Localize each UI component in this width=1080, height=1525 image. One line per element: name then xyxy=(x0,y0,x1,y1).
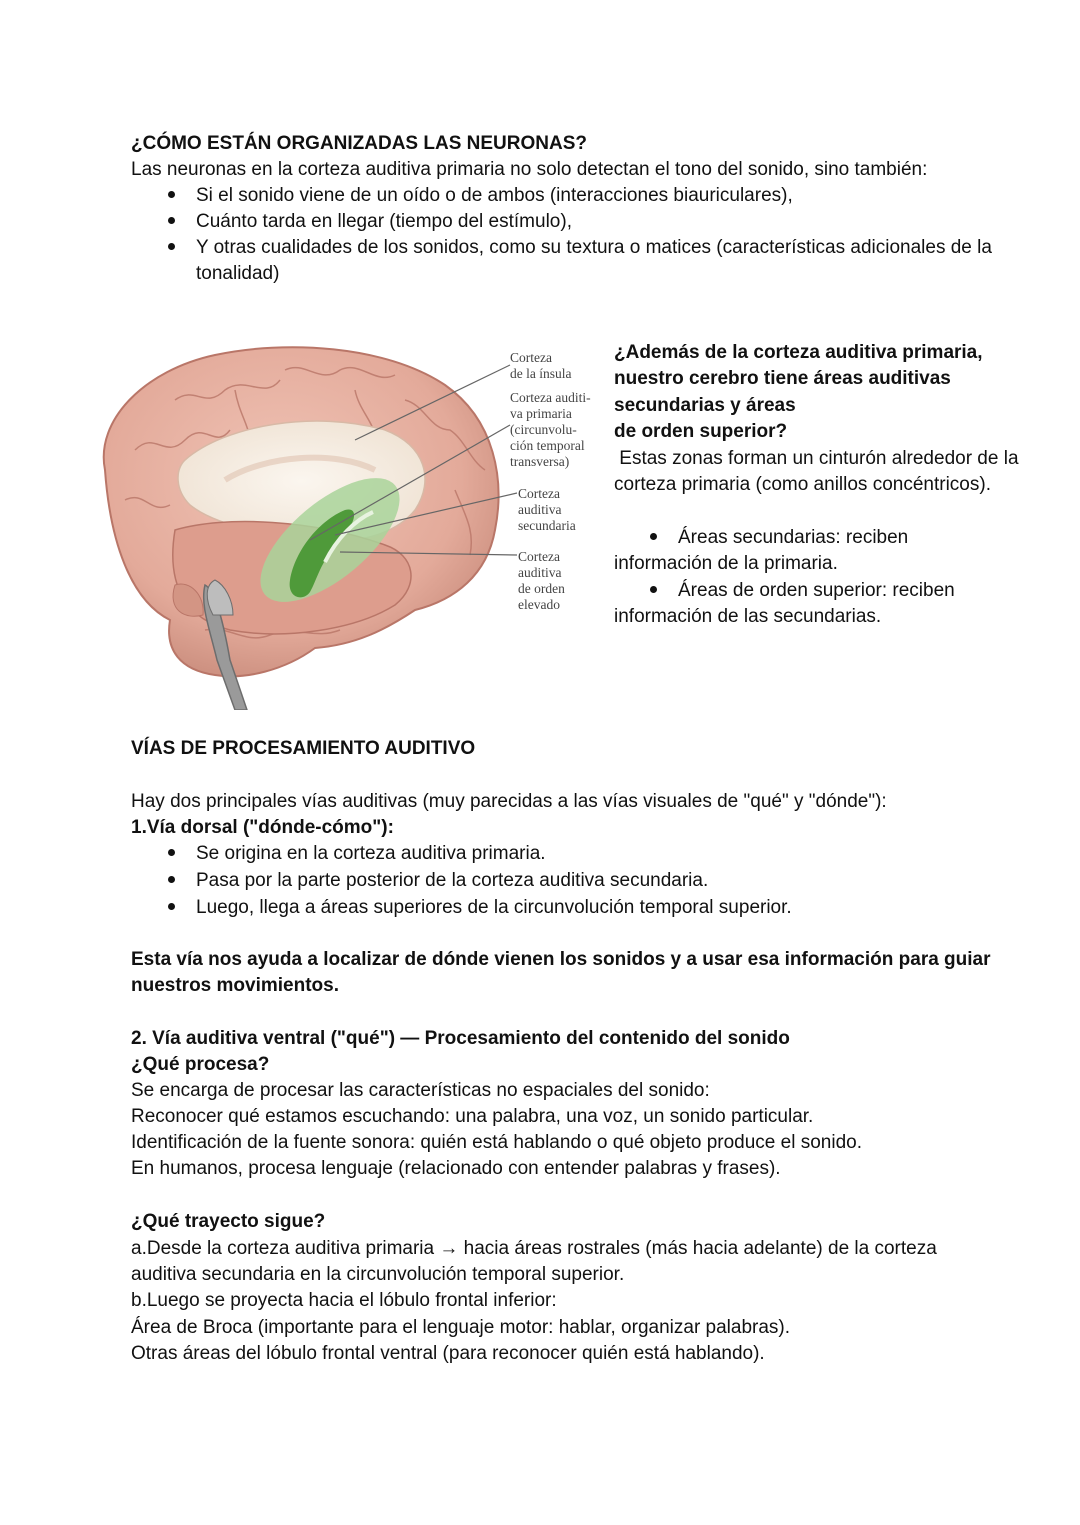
label-insula: Corteza de la ínsula xyxy=(510,350,572,381)
list-item: Y otras cualidades de los sonidos, como su textura o matices (características adicionales de la xyxy=(196,237,992,258)
list-item: Si el sonido viene de un oído o de ambos (interacciones biauriculares), xyxy=(196,185,793,206)
path-title: ¿Qué trayecto sigue? xyxy=(131,1211,326,1232)
section-intro: Hay dos principales vías auditivas (muy parecidas a las vías visuales de "qué" y "dónde"): xyxy=(131,791,887,812)
paragraph-line: En humanos, procesa lenguaje (relacionado con entender palabras y frases). xyxy=(131,1158,781,1179)
paragraph-line: Identificación de la fuente sonora: quién está hablando o qué objeto produce el sonido. xyxy=(131,1132,862,1153)
bullet-dot xyxy=(168,903,175,910)
paragraph-line: auditiva secundaria en la circunvolución temporal superior. xyxy=(131,1264,625,1285)
brain-illustration xyxy=(55,330,535,710)
section-title: ¿CÓMO ESTÁN ORGANIZADAS LAS NEURONAS? xyxy=(131,133,587,154)
paragraph-line: Reconocer qué estamos escuchando: una palabra, una voz, un sonido particular. xyxy=(131,1106,814,1127)
what-title: ¿Qué procesa? xyxy=(131,1054,270,1075)
side-question: ¿Además de la corteza auditiva primaria, xyxy=(614,342,983,363)
label-higher-cortex: Corteza auditiva de orden elevado xyxy=(518,549,565,612)
paragraph-line: Otras áreas del lóbulo frontal ventral (para reconocer quién está hablando). xyxy=(131,1343,765,1364)
bullet-dot xyxy=(168,243,175,250)
dorsal-summary: nuestros movimientos. xyxy=(131,975,339,996)
bullet-dot xyxy=(168,876,175,883)
side-bullet: Áreas de orden superior: reciben xyxy=(678,580,955,601)
dorsal-title: 1.Vía dorsal ("dónde-cómo"): xyxy=(131,817,394,838)
list-item: Se origina en la corteza auditiva primaria. xyxy=(196,843,546,864)
bullet-dot xyxy=(168,191,175,198)
label-secondary-cortex: Corteza auditiva secundaria xyxy=(518,486,576,533)
paragraph-line: Área de Broca (importante para el lenguaje motor: hablar, organizar palabras). xyxy=(131,1317,791,1338)
section-intro: Las neuronas en la corteza auditiva primaria no solo detectan el tono del sonido, sino también: xyxy=(131,159,928,180)
list-item-continuation: tonalidad) xyxy=(196,263,280,284)
side-bullet-continuation: información de las secundarias. xyxy=(614,606,882,627)
list-item: Pasa por la parte posterior de la corteza auditiva secundaria. xyxy=(196,870,709,891)
side-question: de orden superior? xyxy=(614,421,788,442)
paragraph-line: Se encarga de procesar las características no espaciales del sonido: xyxy=(131,1080,710,1101)
bullet-dot xyxy=(650,586,657,593)
side-text: corteza primaria (como anillos concéntricos). xyxy=(614,474,991,495)
side-question: nuestro cerebro tiene áreas auditivas xyxy=(614,368,951,389)
bullet-dot xyxy=(168,849,175,856)
list-item: Cuánto tarda en llegar (tiempo del estímulo), xyxy=(196,211,572,232)
side-text: Estas zonas forman un cinturón alrededor de la xyxy=(614,448,1019,469)
dorsal-summary: Esta vía nos ayuda a localizar de dónde vienen los sonidos y a usar esa información para guiar xyxy=(131,949,991,970)
side-bullet-continuation: información de la primaria. xyxy=(614,553,838,574)
bullet-dot xyxy=(650,533,657,540)
list-item: Luego, llega a áreas superiores de la circunvolución temporal superior. xyxy=(196,897,792,918)
ventral-title: 2. Vía auditiva ventral ("qué") — Procesamiento del contenido del sonido xyxy=(131,1028,790,1049)
side-bullet: Áreas secundarias: reciben xyxy=(678,527,909,548)
section-title: VÍAS DE PROCESAMIENTO AUDITIVO xyxy=(131,738,476,759)
label-primary-cortex: Corteza auditi- va primaria (circunvolu- ción temporal transversa) xyxy=(510,390,591,469)
bullet-dot xyxy=(168,217,175,224)
paragraph-line: a.Desde la corteza auditiva primaria → hacia áreas rostrales (más hacia adelante) de la corteza xyxy=(131,1238,937,1259)
paragraph-line: b.Luego se proyecta hacia el lóbulo frontal inferior: xyxy=(131,1290,557,1311)
side-question: secundarias y áreas xyxy=(614,395,796,416)
